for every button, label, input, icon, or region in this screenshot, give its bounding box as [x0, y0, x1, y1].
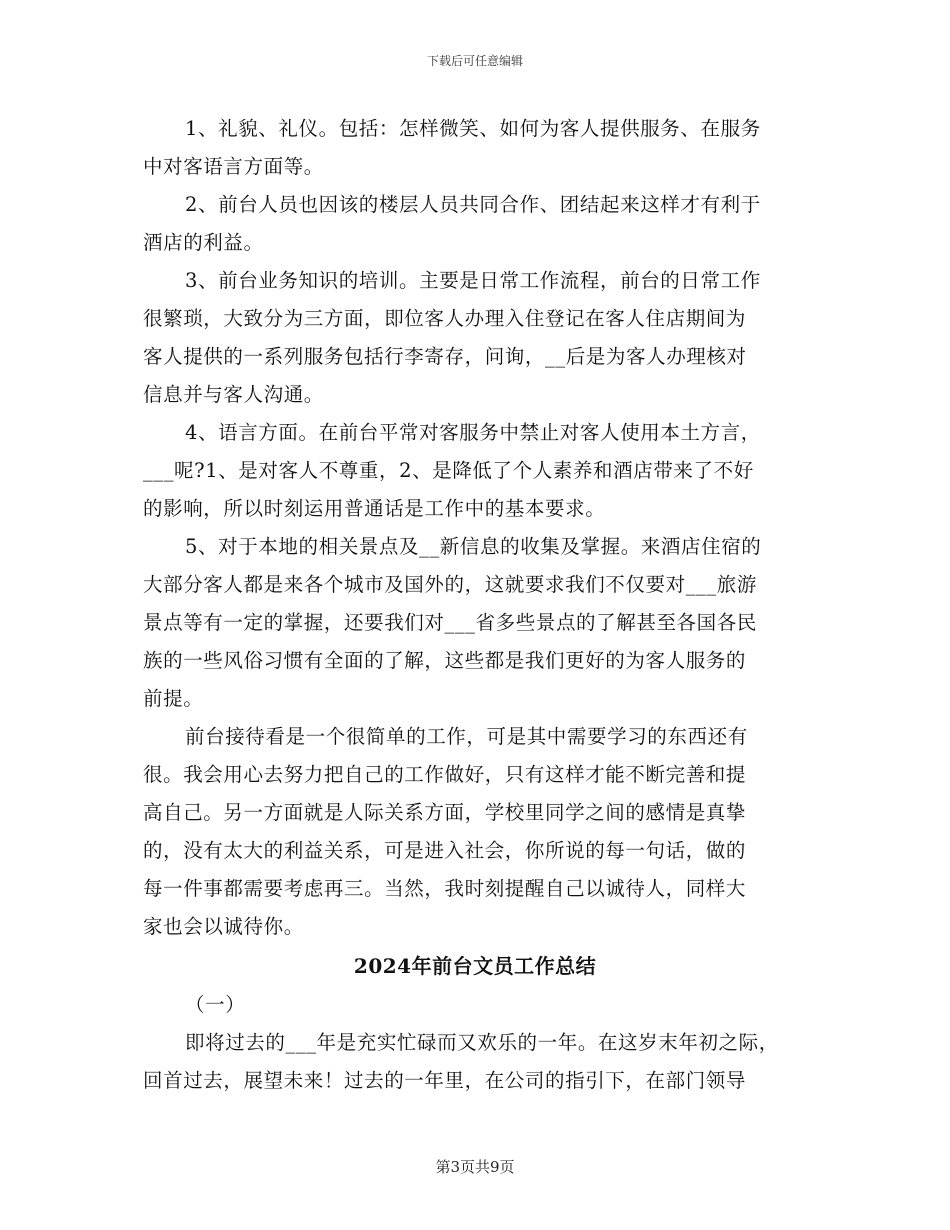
- text-line: ___呢?1、是对客人不尊重，2、是降低了个人素养和酒店带来了不好: [143, 459, 754, 482]
- text-line: 的，没有太大的利益关系，可是进入社会，你所说的每一句话，做的: [143, 839, 747, 862]
- text-line: 4、语言方面。在前台平常对客服务中禁止对客人使用本土方言，: [185, 421, 761, 444]
- text-line: 2、前台人员也因该的楼层人员共同合作、团结起来这样才有利于: [185, 193, 761, 216]
- paragraphs-part-1: [143, 110, 807, 946]
- text-line: 信息并与客人沟通。: [143, 383, 324, 406]
- document-title: 2024年前台文员工作总结: [353, 954, 597, 978]
- text-line: 3、前台业务知识的培训。主要是日常工作流程，前台的日常工作: [185, 269, 761, 292]
- text-line: 很繁琐，大致分为三方面，即位客人办理入住登记在客人住店期间为: [143, 307, 747, 330]
- text-line: 中对客语言方面等。: [143, 155, 324, 178]
- text-line: 回首过去，展望未来！过去的一年里，在公司的指引下，在部门领导: [143, 1069, 747, 1092]
- text-line: 景点等有一定的掌握，还要我们对___省多些景点的了解甚至各国各民: [143, 611, 757, 634]
- text-line: 大部分客人都是来各个城市及国外的，这就要求我们不仅要对___旅游: [143, 573, 757, 596]
- section-label: （一）: [185, 993, 246, 1016]
- text-line: 即将过去的___年是充实忙碌而又欢乐的一年。在这岁末年初之际，: [185, 1031, 779, 1054]
- document-body: [143, 110, 807, 1100]
- text-line: 族的一些风俗习惯有全面的了解，这些都是我们更好的为客人服务的: [143, 649, 747, 672]
- text-line: 客人提供的一系列服务包括行李寄存，问询，__后是为客人办理核对: [143, 345, 747, 368]
- text-line: 家也会以诚待你。: [143, 915, 304, 938]
- text-line: 很。我会用心去努力把自己的工作做好，只有这样才能不断完善和提: [143, 763, 747, 786]
- text-line: 的影响，所以时刻运用普通话是工作中的基本要求。: [143, 497, 606, 520]
- text-line: 1、礼貌、礼仪。包括：怎样微笑、如何为客人提供服务、在服务: [185, 117, 761, 140]
- text-line: 前提。: [143, 687, 204, 710]
- text-line: 高自己。另一方面就是人际关系方面，学校里同学之间的感情是真挚: [143, 801, 747, 824]
- text-line: 前台接待看是一个很简单的工作，可是其中需要学习的东西还有: [185, 725, 748, 748]
- text-line: 5、对于本地的相关景点及__新信息的收集及掌握。来酒店住宿的: [185, 535, 762, 558]
- paragraphs-part-2: [143, 1024, 807, 1100]
- page-footer: 第3页共9页: [435, 1158, 515, 1176]
- text-line: 酒店的利益。: [143, 231, 264, 254]
- page-header: 下载后可任意编辑: [426, 54, 523, 68]
- text-line: 每一件事都需要考虑再三。当然，我时刻提醒自己以诚待人，同样大: [143, 877, 747, 900]
